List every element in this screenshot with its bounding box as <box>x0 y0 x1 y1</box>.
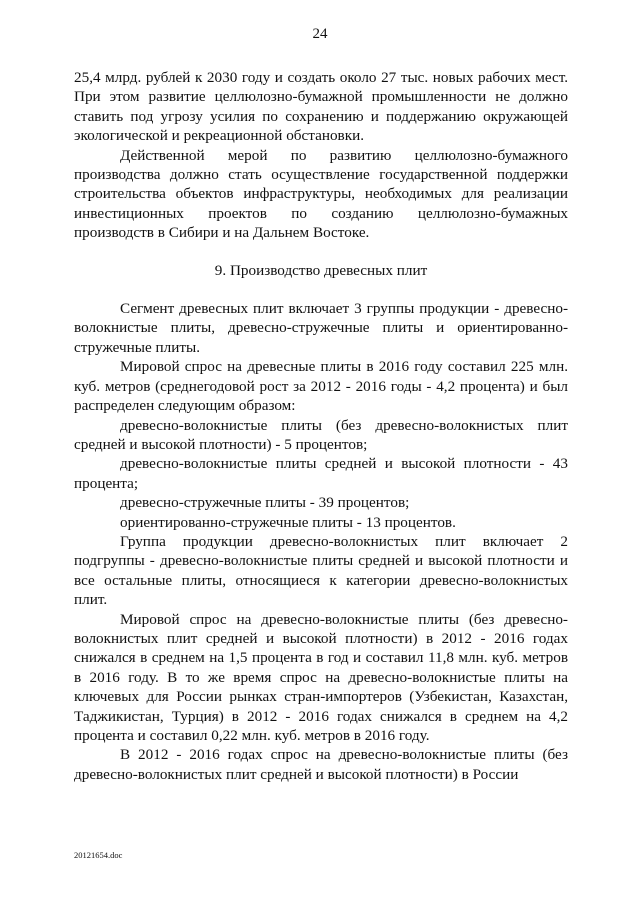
paragraph: Действенной мерой по развитию целлюлозно-бумажного производства должно стать осуществление государственной поддержки строительства объектов инфраструктуры, необходимых для реализации инвестиционных проектов по созданию целлюлозно-бумажных производств в Сибири и на Дальнем Востоке. <box>74 146 568 242</box>
footer-filename: 20121654.doc <box>74 850 123 860</box>
document-body <box>74 68 568 784</box>
paragraph: В 2012 - 2016 годах спрос на древесно-волокнистые плиты (без древесно-волокнистых плит средней и высокой плотности) в России <box>74 746 568 783</box>
section-heading: 9. Производство древесных плит <box>214 261 428 279</box>
list-item: древесно-волокнистые плиты средней и высокой плотности - 43 процента; <box>74 455 568 492</box>
list-item: ориентированно-стружечные плиты - 13 процентов. <box>120 513 456 531</box>
paragraph: Сегмент древесных плит включает 3 группы продукции - древесно-волокнистые плиты, древесно-стружечные плиты и ориентированно-стружечные плиты. <box>74 300 568 356</box>
paragraph: Мировой спрос на древесные плиты в 2016 году составил 225 млн. куб. метров (среднегодовой рост за 2012 - 2016 годы - 4,2 процента) и был распределен следующим образом: <box>74 358 568 415</box>
page-number: 24 <box>312 26 328 42</box>
paragraph: Мировой спрос на древесно-волокнистые плиты (без древесно-волокнистых плит средней и высокой плотности) в 2012 - 2016 годах снижался в среднем на 1,5 процента в год и составил 11,8 млн. куб. метров в 2016 году. В то же время спрос на древесно-волокнистые плиты на ключевых для России рынках стран-импортеров (Узбекистан, Казахстан, Таджикистан, Турция) в 2012 - 2016 годах снижался в среднем на 4,2 процента и составил 0,22 млн. куб. метров в 2016 году. <box>74 610 568 744</box>
paragraph: 25,4 млрд. рублей к 2030 году и создать около 27 тыс. новых рабочих мест. При этом развитие целлюлозно-бумажной промышленности не должно ставить под угрозу усилия по сохранению и поддержанию окружающей экологической и рекреационной обстановки. <box>74 69 568 145</box>
paragraph: Группа продукции древесно-волокнистых плит включает 2 подгруппы - древесно-волокнистые плиты средней и высокой плотности и все остальные плиты, относящиеся к категории древесно-волокнистых плит. <box>74 532 568 609</box>
list-item: древесно-стружечные плиты - 39 процентов; <box>120 494 410 512</box>
list-item: древесно-волокнистые плиты (без древесно-волокнистых плит средней и высокой плотности) - 5 процентов; <box>74 416 568 453</box>
